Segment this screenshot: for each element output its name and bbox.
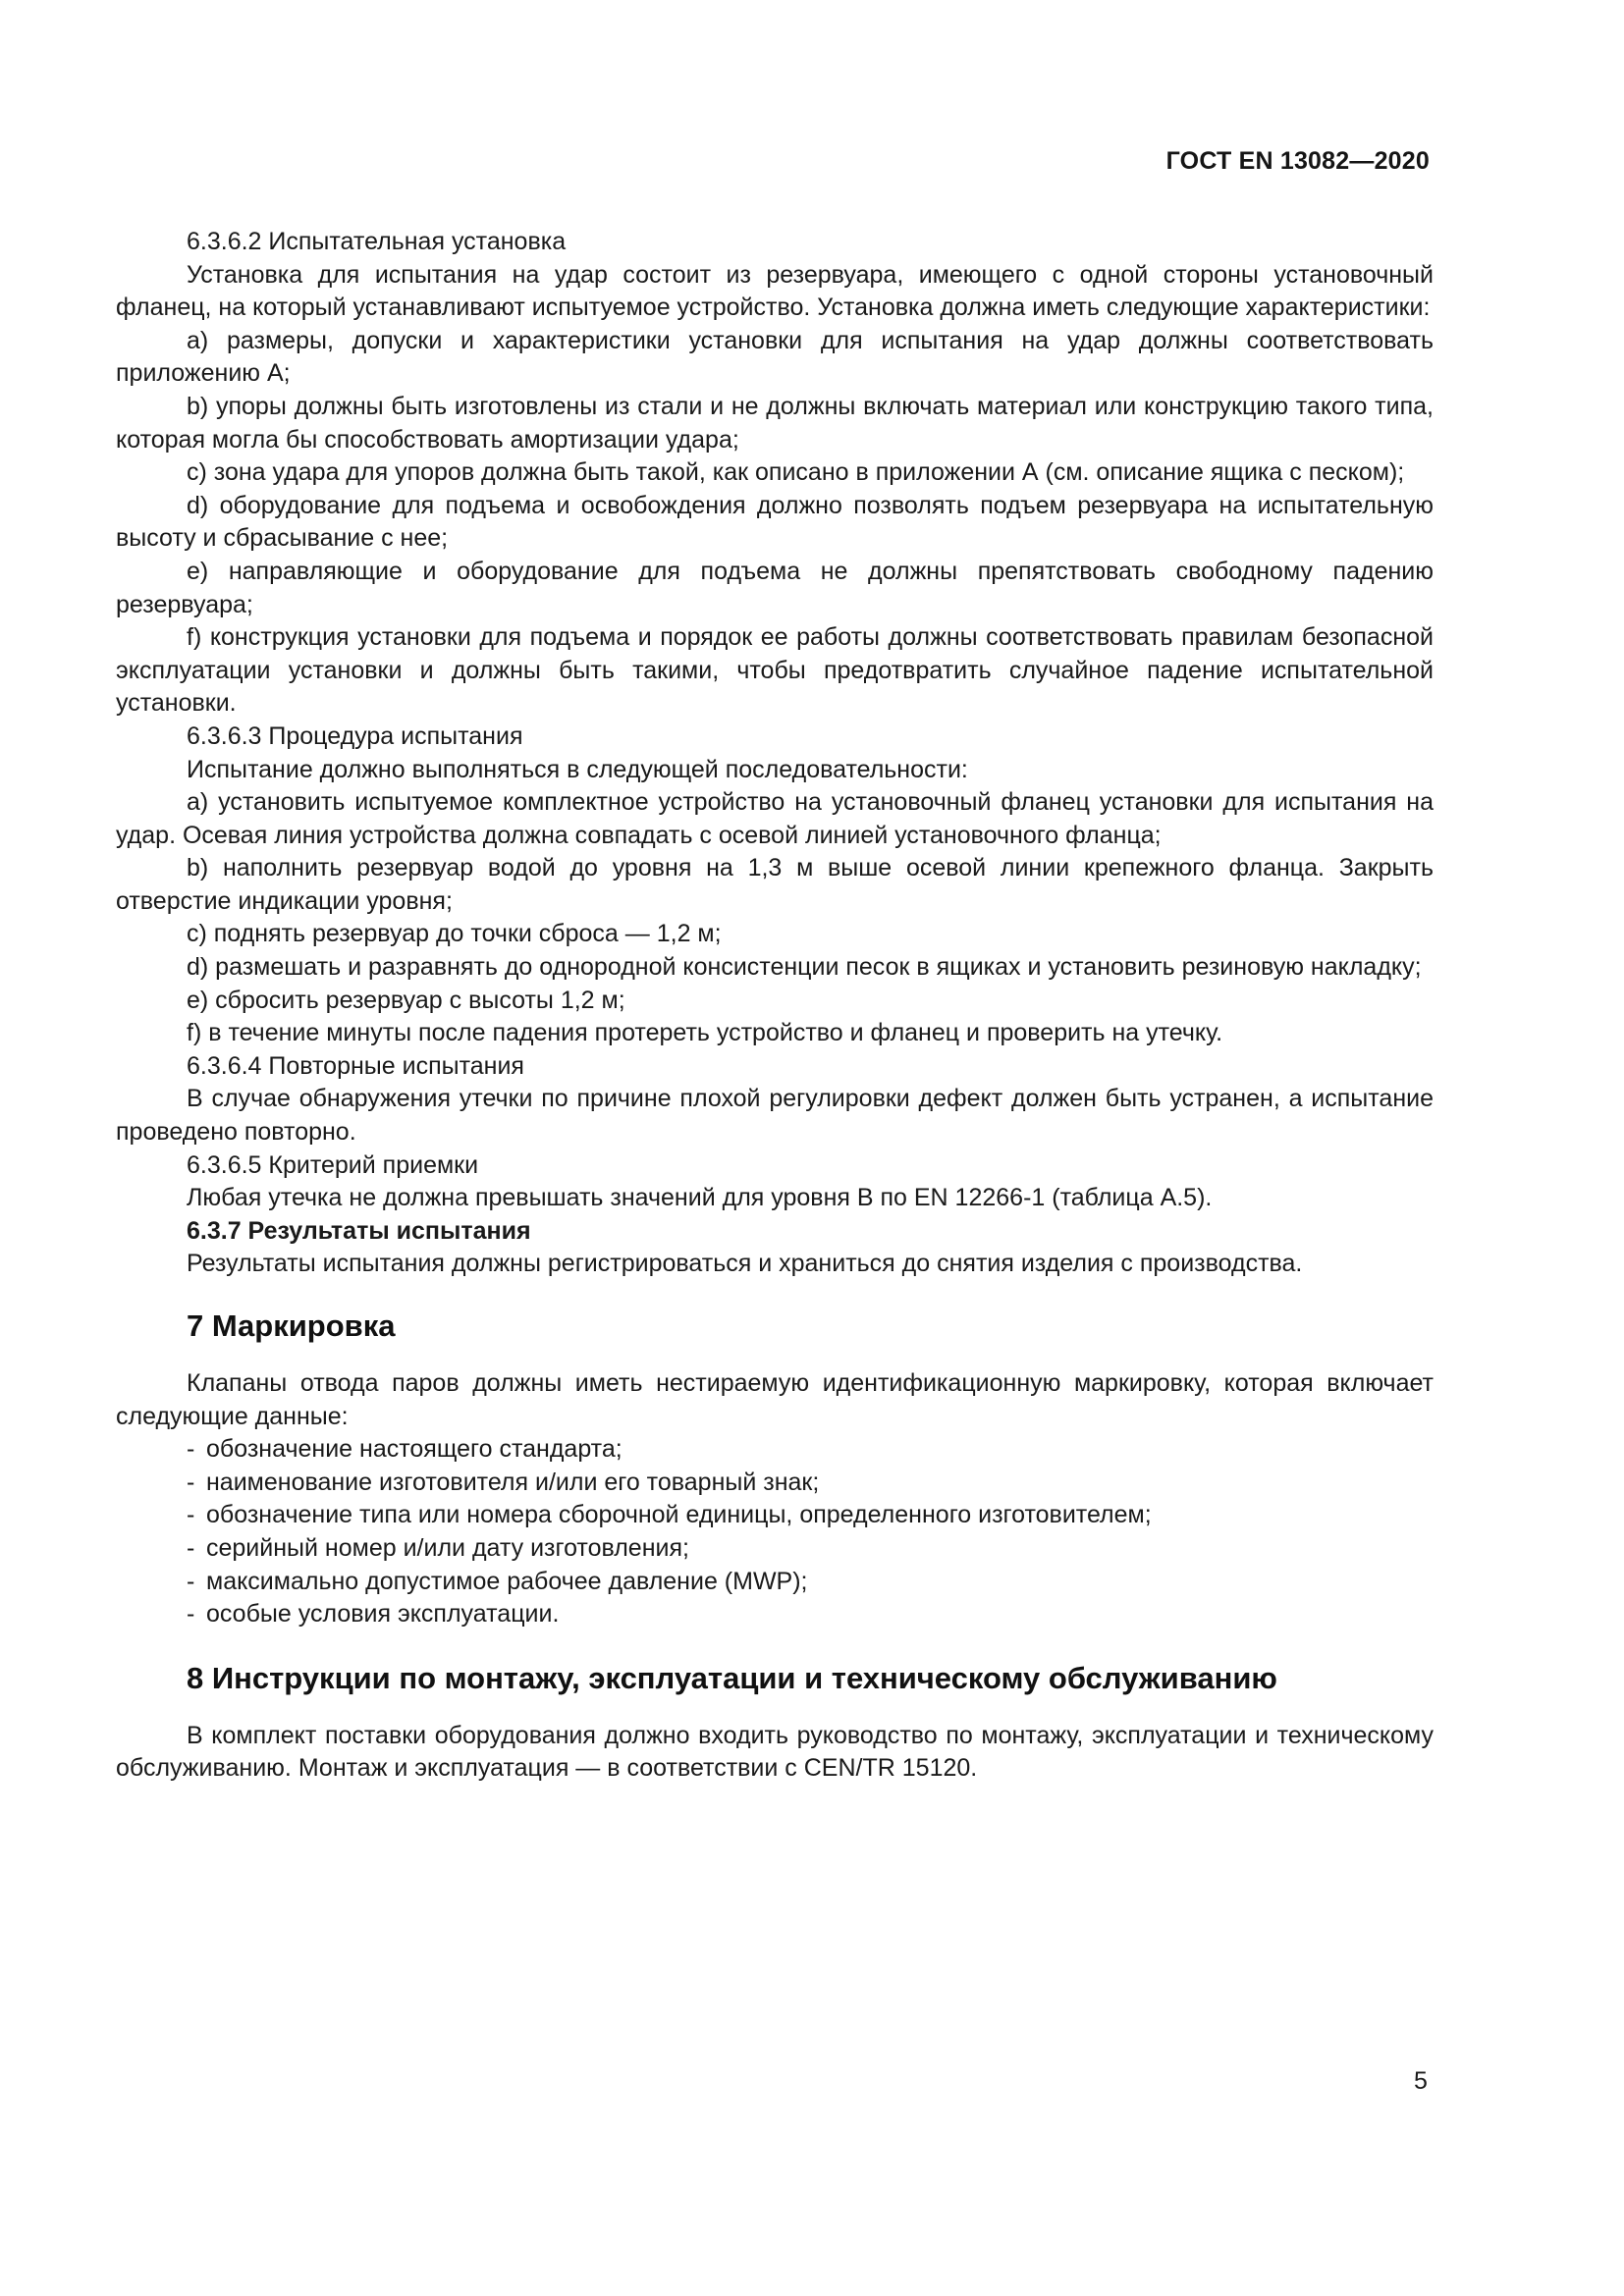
list-item-rig-a: a) размеры, допуски и характеристики установки для испытания на удар должны соответствовать приложению А;: [116, 326, 1434, 388]
page-number: 5: [1414, 2067, 1428, 2095]
paragraph-procedure-intro: Испытание должно выполняться в следующей последовательности:: [187, 755, 968, 783]
paragraph-acceptance-criteria: Любая утечка не должна превышать значений для уровня В по EN 12266-1 (таблица А.5).: [187, 1184, 1213, 1212]
paragraph-instructions: В комплект поставки оборудования должно входить руководство по монтажу, эксплуатации и техническому обслуживанию. Монтаж и эксплуатация — в соответствии с CEN/TR 15120.: [116, 1721, 1434, 1783]
marking-list-item: [116, 1433, 1434, 1467]
dash-bullet: -: [187, 1600, 195, 1629]
list-item-rig-c: c) зона удара для упоров должна быть такой, как описано в приложении А (см. описание ящика с песком);: [187, 458, 1405, 487]
paragraph-retest: В случае обнаружения утечки по причине плохой регулировки дефект должен быть устранен, а испытание проведено повторно.: [116, 1085, 1434, 1147]
paragraph-marking-intro: Клапаны отвода паров должны иметь нестираемую идентификационную маркировку, которая включает следующие данные:: [116, 1369, 1434, 1430]
document-body: [116, 226, 1434, 1786]
list-item-rig-e: e) направляющие и оборудование для подъема не должны препятствовать свободному падению резервуара;: [116, 557, 1434, 618]
list-item-procedure-f: f) в течение минуты после падения протереть устройство и фланец и проверить на утечку.: [187, 1019, 1223, 1047]
subsection-title-6-3-7-text: 6.3.7 Результаты испытания: [187, 1216, 531, 1245]
list-item-rig-b: b) упоры должны быть изготовлены из стали и не должны включать материал или конструкцию такого типа, которая могла бы способствовать амортизации удара;: [116, 392, 1434, 454]
dash-bullet: -: [187, 1468, 195, 1496]
marking-list-item: [116, 1532, 1434, 1566]
marking-item-text: обозначение типа или номера сборочной единицы, определенного изготовителем;: [206, 1501, 1152, 1529]
marking-item-text: обозначение настоящего стандарта;: [206, 1435, 623, 1464]
marking-item-text: максимально допустимое рабочее давление (MWP);: [206, 1567, 808, 1595]
subsection-title-6-3-6-2: 6.3.6.2 Испытательная установка: [187, 228, 567, 255]
paragraph-test-rig-intro: Установка для испытания на удар состоит из резервуара, имеющего с одной стороны установочный фланец, на который устанавливают испытуемое устройство. Установка должна иметь следующие характеристики:: [116, 260, 1434, 322]
marking-list-item: [116, 1499, 1434, 1532]
marking-list-item: [116, 1566, 1434, 1599]
subsection-title-6-3-6-3: 6.3.6.3 Процедура испытания: [187, 721, 523, 750]
list-item-procedure-a: a) установить испытуемое комплектное устройство на установочный фланец установки для испытания на удар. Осевая линия устройства должна совпадать с осевой линией установочного фланца;: [116, 788, 1434, 849]
subsection-title-6-3-7: [116, 1215, 1434, 1249]
list-item-rig-d: d) оборудование для подъема и освобождения должно позволять подъем резервуара на испытательную высоту и сбрасывание с нее;: [116, 491, 1434, 553]
marking-item-text: серийный номер и/или дату изготовления;: [206, 1533, 689, 1562]
dash-bullet: -: [187, 1567, 195, 1595]
document-standard-id: ГОСТ EN 13082—2020: [1165, 147, 1430, 175]
marking-item-text: наименование изготовителя и/или его товарный знак;: [206, 1468, 820, 1496]
marking-item-text: особые условия эксплуатации.: [206, 1600, 560, 1629]
dash-bullet: -: [187, 1533, 195, 1562]
list-item-procedure-d: d) размешать и разравнять до однородной консистенции песок в ящиках и установить резиновую накладку;: [187, 953, 1422, 982]
paragraph-test-results: Результаты испытания должны регистрироваться и храниться до снятия изделия с производства.: [187, 1250, 1303, 1278]
list-item-procedure-b: b) наполнить резервуар водой до уровня на 1,3 м выше осевой линии крепежного фланца. Закрыть отверстие индикации уровня;: [116, 854, 1434, 915]
list-item-rig-f: f) конструкция установки для подъема и порядок ее работы должны соответствовать правилам безопасной эксплуатации установки и должны быть такими, чтобы предотвратить случайное падение испытательной установки.: [116, 623, 1434, 718]
dash-bullet: -: [187, 1435, 195, 1464]
list-item-procedure-e: e) сбросить резервуар с высоты 1,2 м;: [187, 986, 625, 1014]
list-item-procedure-c: c) поднять резервуар до точки сброса — 1,2 м;: [187, 920, 722, 948]
section-heading-instructions: 8 Инструкции по монтажу, эксплуатации и техническому обслуживанию: [187, 1660, 1277, 1695]
marking-list-item: [116, 1598, 1434, 1631]
dash-bullet: -: [187, 1501, 195, 1529]
marking-list-item: [116, 1467, 1434, 1500]
subsection-title-6-3-6-5: 6.3.6.5 Критерий приемки: [187, 1150, 479, 1179]
section-heading-marking: 7 Маркировка: [187, 1308, 396, 1343]
subsection-title-6-3-6-4: 6.3.6.4 Повторные испытания: [187, 1051, 524, 1080]
